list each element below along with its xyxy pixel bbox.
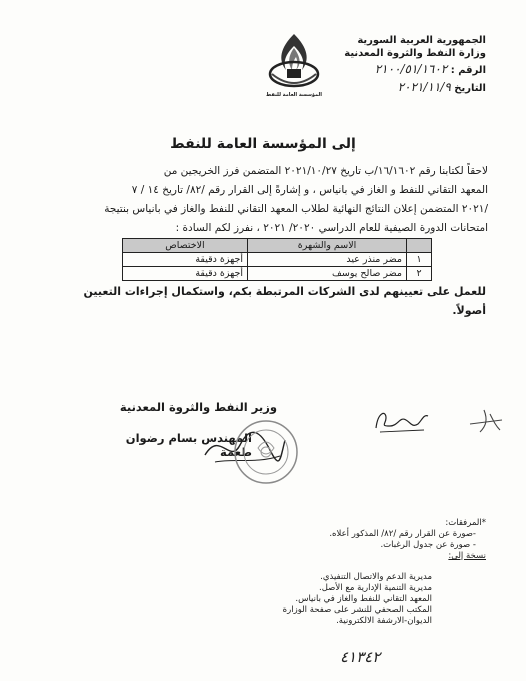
copy-item: الديوان-الارشفة الالكترونية. — [336, 616, 432, 626]
row-index: ٢ — [407, 267, 432, 281]
footer-handwritten-number: ٤١٣٤٢ — [340, 648, 381, 666]
copies-label: نسخة إلى: — [448, 551, 486, 561]
row-index: ١ — [407, 253, 432, 267]
body-line-4: امتحانات الدورة الصيفية للعام الدراسي ٢٠٢٠/ ٢٠٢١ ، نفرز لكم السادة : — [175, 222, 488, 234]
ministry-logo — [262, 30, 326, 100]
copies-list — [202, 572, 432, 627]
letter-title: إلى المؤسسة العامة للنفط — [170, 136, 356, 152]
initial-mark-icon — [466, 406, 506, 436]
table-header-row — [123, 239, 432, 253]
table-row — [123, 253, 432, 267]
logo-caption: المؤسسة العامة للنفط — [266, 92, 322, 98]
graduates-table — [122, 238, 432, 281]
body-line-1: لاحقاً لكتابنا رقم ١٦/١٦٠٢/ب تاريخ ٢٠٢١/١٠/٢٧ المتضمن فرز الخريجين من — [163, 165, 488, 177]
copy-item: مديرية التنمية الإدارية مع الأصل. — [319, 583, 432, 593]
header-specialty: الاختصاص — [123, 239, 248, 253]
date-value: ٢٠٢١/١١/٩ — [397, 80, 451, 94]
attachments-block — [256, 518, 486, 562]
ref-label: الرقم : — [450, 65, 486, 76]
header-ministry: وزارة النفط والثروة المعدنية — [344, 48, 486, 59]
closing-line-2: أصولاً. — [452, 304, 486, 317]
document-date — [316, 80, 486, 94]
initial-signature-icon — [372, 404, 432, 436]
header-name: الاسم والشهرة — [248, 239, 407, 253]
header-country: الجمهورية العربية السورية — [357, 35, 486, 46]
copy-item: المكتب الصحفي للنشر على صفحة الوزارة — [282, 605, 432, 615]
copy-item: مديرية الدعم والاتصال التنفيذي. — [320, 572, 432, 582]
body-line-3: /٢٠٢١ المتضمن إعلان النتائج النهائية لطلاب المعهد التقاني للنفط والغاز في بانياس بنتيجة — [104, 203, 488, 215]
header-block — [344, 34, 486, 60]
row-specialty: أجهزة دقيقة — [123, 253, 248, 267]
signatory-title: وزير النفط والثروة المعدنية — [119, 400, 277, 414]
flame-emblem-icon — [262, 30, 326, 90]
body-line-2: المعهد التقاني للنفط و الغاز في بانياس ، و إشارةً إلى القرار رقم /٨٢/ تاريخ ١٤ / ٧ — [131, 184, 488, 196]
closing-paragraph — [46, 282, 486, 320]
official-stamp-icon — [232, 418, 300, 486]
attachments-label: *المرفقات: — [445, 518, 486, 528]
closing-line-1: للعمل على تعيينهم لدى الشركات المرتبطة بكم، واستكمال إجراءات التعيين — [83, 285, 486, 298]
row-name: مضر منذر عيد — [248, 253, 407, 267]
header-index — [407, 239, 432, 253]
signatory-name: المهندس بسام رضوان طعمة — [125, 431, 252, 459]
row-specialty: أجهزة دقيقة — [123, 267, 248, 281]
attachment-item: -صورة عن القرار رقم /٨٢/ المذكور أعلاه. — [329, 529, 476, 539]
ref-value: ٢١٠٠/٥١/١٦٠٢ — [374, 62, 448, 76]
letter-body — [36, 162, 488, 238]
copy-item: المعهد التقاني للنفط والغاز في بانياس. — [295, 594, 432, 604]
reference-number — [316, 62, 486, 76]
row-name: مضر صالح يوسف — [248, 267, 407, 281]
attachment-item: - صورة عن جدول الرغبات. — [380, 540, 476, 550]
table-row — [123, 267, 432, 281]
date-label: التاريخ — [454, 83, 486, 94]
